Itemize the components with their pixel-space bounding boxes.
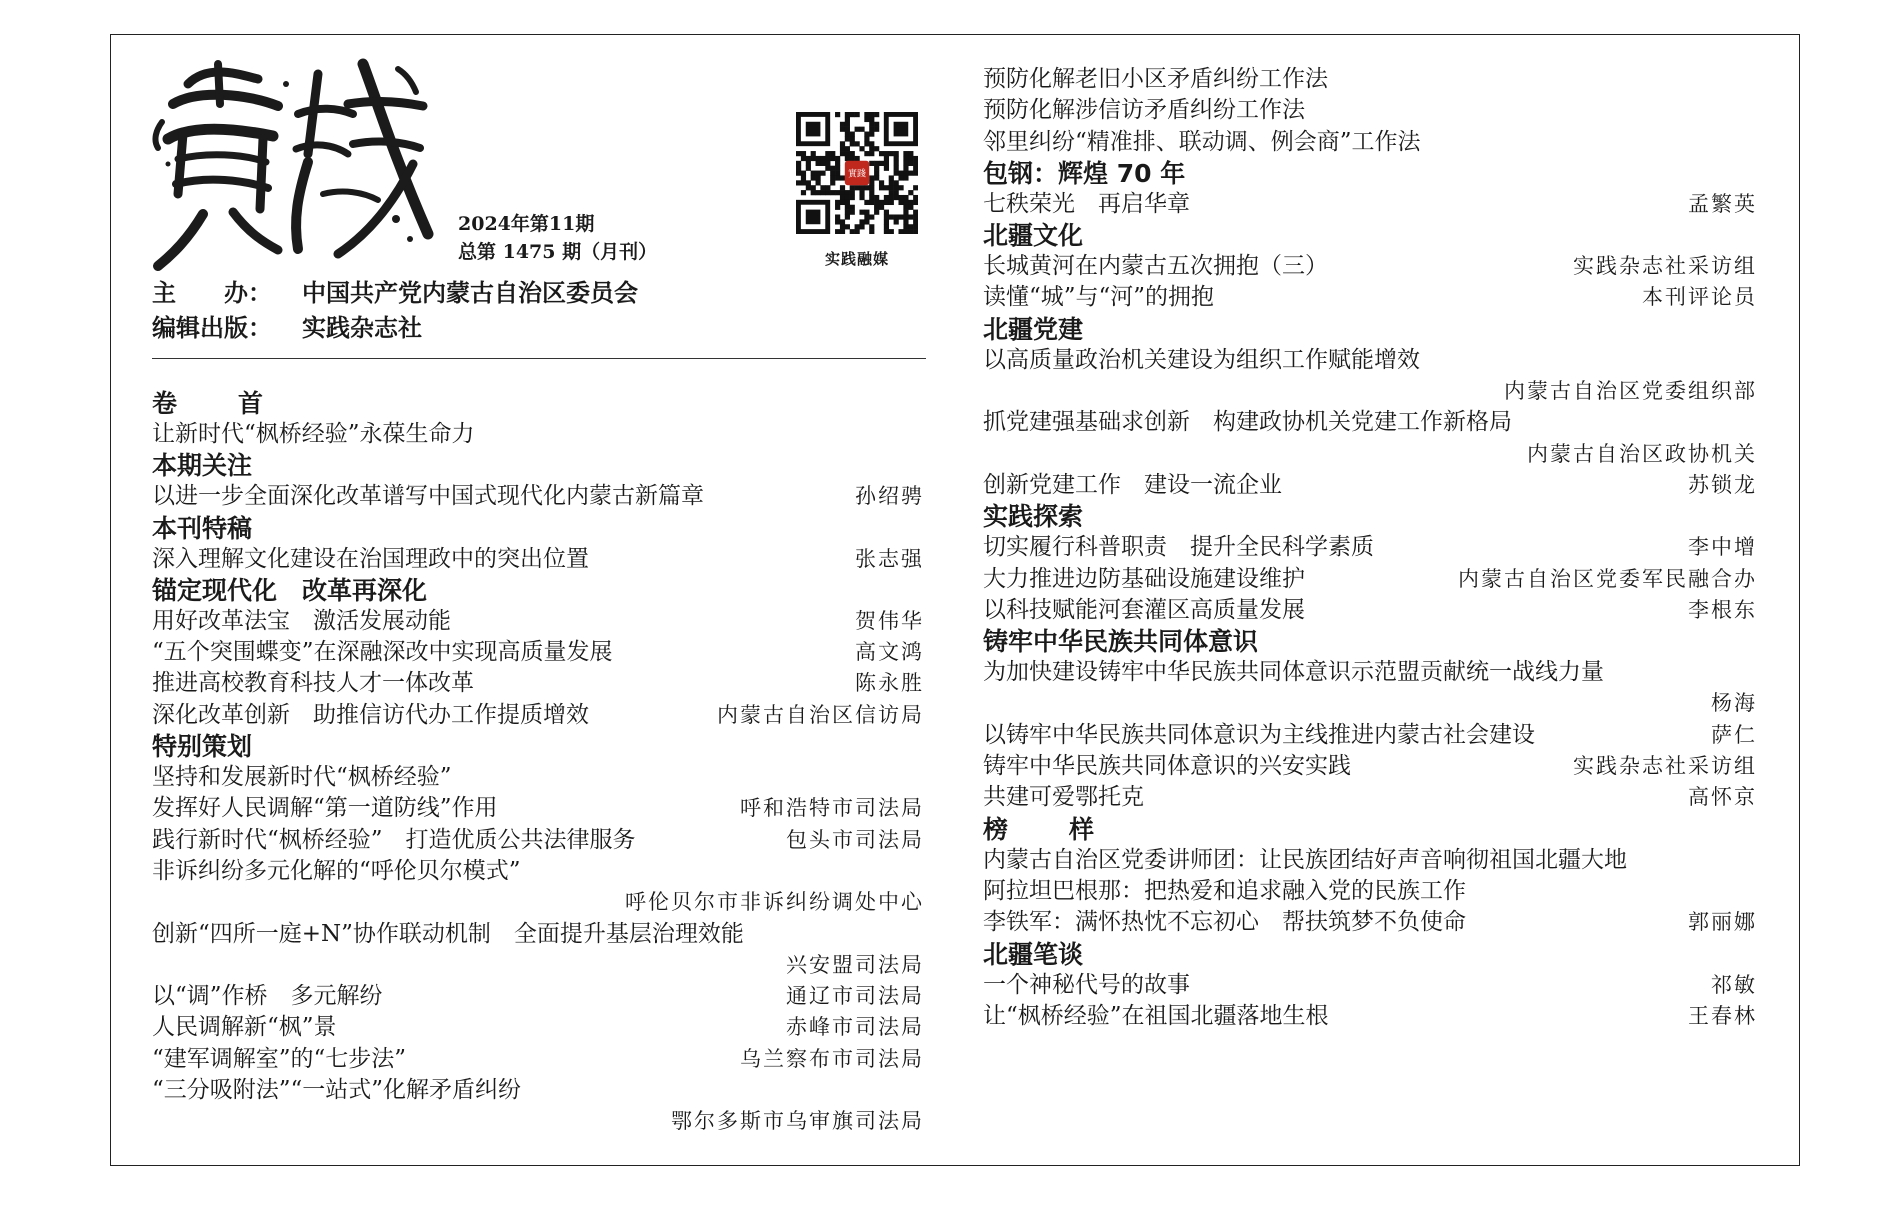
toc-entry[interactable] [983,1001,1757,1032]
section-heading: 锚定现代化 改革再深化 [152,575,428,605]
article-title: 创新党建工作 建设一流企业 [983,471,1282,498]
article-title: 共建可爱鄂托克 [983,784,1144,811]
article-title: 用好改革法宝 激活发展动能 [152,607,451,634]
qr-caption: 实践融媒 [824,250,889,268]
section-heading: 特别策划 [152,732,253,762]
toc-entry[interactable] [983,845,1757,876]
toc-entry[interactable] [152,637,924,668]
article-title: 深入理解文化建设在治国理政中的突出位置 [152,545,589,572]
divider-rule [152,358,926,359]
article-title: 坚持和发展新时代“枫桥经验” [152,764,452,791]
article-title: 以进一步全面深化改革谱写中国式现代化内蒙古新篇章 [152,483,704,510]
article-author: 内蒙古自治区信访局 [717,702,924,727]
article-author: 兴安盟司法局 [786,952,924,977]
article-author: 祁敏 [1711,972,1757,997]
article-title: 以铸牢中华民族共同体意识为主线推进内蒙古社会建设 [983,721,1535,748]
toc-entry[interactable] [152,1075,924,1106]
publisher-value: 实践杂志社 [302,314,422,342]
section-heading: 包钢：辉煌 70 年 [983,158,1186,188]
section-heading: 北疆文化 [983,221,1084,251]
toc-entry[interactable] [983,470,1757,501]
article-title: 七秩荣光 再启华章 [983,190,1190,217]
toc-entry[interactable] [983,876,1757,907]
toc-entry[interactable] [983,532,1757,563]
section-heading: 榜 样 [983,814,1113,844]
article-title: 阿拉坦巴根那：把热爱和追求融入党的民族工作 [983,877,1466,904]
article-author: 苏锁龙 [1688,472,1757,497]
sponsor-row [152,276,638,311]
article-author: 孟繁英 [1688,191,1757,216]
article-author: 内蒙古自治区党委组织部 [1504,379,1757,404]
toc-entry[interactable] [152,544,924,575]
article-title: “建军调解室”的“七步法” [152,1045,407,1072]
article-title: 人民调解新“枫”景 [152,1014,337,1041]
article-author: 包头市司法局 [786,827,924,852]
article-title: 切实履行科普职责 提升全民科学素质 [983,534,1374,561]
article-author: 贺伟华 [855,608,924,633]
toc-entry[interactable] [152,419,924,450]
toc-entry[interactable] [152,668,924,699]
article-title: 抓党建强基础求创新 构建政协机关党建工作新格局 [983,409,1512,436]
article-author: 呼伦贝尔市非诉纠纷调处中心 [625,890,924,915]
article-author: 内蒙古自治区政协机关 [1527,441,1757,466]
toc-entry[interactable] [152,793,924,824]
article-author: 高文鸿 [855,640,924,665]
issue-total: 总第 1475 期（月刊） [458,241,658,263]
toc-entry[interactable] [983,407,1757,438]
toc-entry[interactable] [152,856,924,887]
article-title: 非诉纠纷多元化解的“呼伦贝尔模式” [152,857,521,884]
toc-entry[interactable] [983,782,1757,813]
toc-entry[interactable] [152,1012,924,1043]
sponsor-value: 中国共产党内蒙古自治区委员会 [302,279,638,307]
toc-entry[interactable] [983,345,1757,376]
article-author: 通辽市司法局 [786,984,924,1009]
article-title: 内蒙古自治区党委讲师团：让民族团结好声音响彻祖国北疆大地 [983,846,1627,873]
article-author: 乌兰察布市司法局 [740,1046,924,1071]
article-title: 让新时代“枫桥经验”永葆生命力 [152,421,475,447]
article-title: 读懂“城”与“河”的拥抱 [983,284,1215,311]
article-author: 呼和浩特市司法局 [740,796,924,821]
article-title: 长城黄河在内蒙古五次拥抱（三） [983,253,1328,280]
article-title: 让“枫桥经验”在祖国北疆落地生根 [983,1002,1329,1029]
toc-entry[interactable] [983,251,1757,282]
toc-entry[interactable] [152,762,924,793]
article-author: 内蒙古自治区党委军民融合办 [1458,566,1757,591]
section-heading: 北疆笔谈 [983,939,1084,969]
article-title: 以科技赋能河套灌区高质量发展 [983,596,1305,623]
toc-entry[interactable] [983,595,1757,626]
article-title: 深化改革创新 助推信访代办工作提质增效 [152,701,589,728]
article-author: 赤峰市司法局 [786,1015,924,1040]
section-heading: 卷 首 [152,389,282,418]
article-author: 李根东 [1688,597,1757,622]
toc-entry[interactable] [983,95,1757,126]
section-heading: 北疆党建 [983,314,1084,344]
section-heading: 实践探索 [983,502,1084,532]
article-author: 王春林 [1688,1003,1757,1028]
article-author: 高怀京 [1688,785,1757,810]
publisher-label: 编辑出版： [152,314,272,342]
article-title: 李铁军：满怀热忱不忘初心 帮扶筑梦不负使命 [983,909,1466,936]
article-title: 大力推进边防基础设施建设维护 [983,565,1305,592]
article-author: 李中增 [1688,535,1757,560]
article-title: 为加快建设铸牢中华民族共同体意识示范盟贡献统一战线力量 [983,659,1604,686]
toc-entry[interactable] [983,907,1757,938]
magazine-logo [148,44,438,276]
toc-entry[interactable] [983,970,1757,1001]
toc-entry[interactable] [152,481,924,512]
article-author: 实践杂志社采访组 [1573,754,1757,779]
article-author: 本刊评论员 [1642,285,1757,310]
toc-entry[interactable] [152,825,924,856]
section-heading: 本刊特稿 [152,513,253,543]
sponsor-label: 主 办： [152,279,272,307]
toc-entry[interactable] [983,282,1757,313]
toc-entry[interactable] [983,720,1757,751]
issue-info [458,210,657,266]
toc-entry[interactable] [983,127,1757,158]
article-author: 郭丽娜 [1688,910,1757,935]
toc-entry[interactable] [152,1044,924,1075]
qr-code [796,112,918,234]
article-author: 陈永胜 [855,671,924,696]
article-title: 邻里纠纷“精准排、联动调、例会商”工作法 [983,128,1421,155]
toc-entry[interactable] [983,657,1757,688]
article-title: “五个突围蝶变”在深融深改中实现高质量发展 [152,639,613,666]
article-title: 一个神秘代号的故事 [983,971,1190,998]
article-author: 实践杂志社采访组 [1573,254,1757,279]
article-author: 孙绍骋 [855,484,924,509]
article-author: 鄂尔多斯市乌审旗司法局 [671,1109,924,1134]
toc-entry[interactable] [983,564,1757,595]
article-title: 铸牢中华民族共同体意识的兴安实践 [983,753,1351,780]
masthead [152,276,638,346]
article-title: 预防化解老旧小区矛盾纠纷工作法 [983,66,1328,92]
toc-entry[interactable] [152,606,924,637]
article-title: 预防化解涉信访矛盾纠纷工作法 [983,97,1305,124]
article-title: “三分吸附法”“一站式”化解矛盾纠纷 [152,1077,522,1104]
toc-entry[interactable] [152,700,924,731]
toc-entry[interactable] [983,189,1757,220]
article-author: 杨海 [1711,691,1757,716]
toc-left-column [152,388,924,1138]
toc-entry[interactable] [983,64,1757,95]
qr-badge-text: 實踐 [847,169,867,180]
article-title: 以“调”作桥 多元解纷 [152,983,383,1010]
publisher-row [152,311,638,346]
section-heading: 铸牢中华民族共同体意识 [983,627,1259,657]
toc-entry[interactable] [152,981,924,1012]
article-title: 发挥好人民调解“第一道防线”作用 [152,795,498,822]
article-author: 萨仁 [1711,722,1757,747]
article-author: 张志强 [855,546,924,571]
toc-right-column [983,64,1757,1032]
section-heading: 本期关注 [152,451,253,481]
article-title: 创新“四所一庭+N”协作联动机制 全面提升基层治理效能 [152,920,744,947]
toc-entry[interactable] [152,919,924,950]
article-title: 推进高校教育科技人才一体改革 [152,670,474,697]
toc-entry[interactable] [983,751,1757,782]
qr-block [796,112,918,269]
article-title: 以高质量政治机关建设为组织工作赋能增效 [983,346,1420,373]
article-title: 践行新时代“枫桥经验” 打造优质公共法律服务 [152,826,636,853]
issue-number: 2024年第11期 [458,213,595,235]
